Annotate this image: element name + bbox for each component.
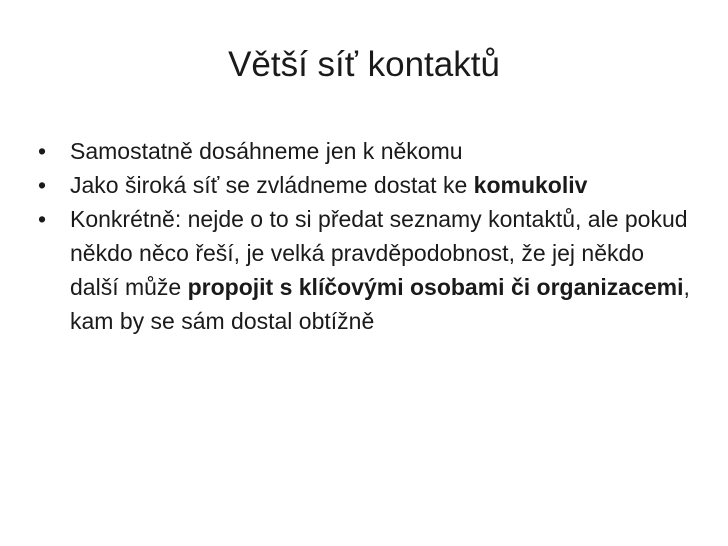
- bullet-text-after: , kam by se sám dostal obtížně: [70, 274, 690, 334]
- bullet-item: [36, 168, 696, 202]
- bullet-dot-icon: •: [38, 138, 47, 164]
- bullet-bold-text: komukoliv: [473, 172, 588, 198]
- bullet-text: Jako široká síť se zvládneme dostat ke: [70, 172, 474, 198]
- bullet-item: [36, 134, 696, 168]
- bullet-list: [36, 134, 696, 338]
- bullet-text: Konkrétně: nejde o to si předat seznamy kontaktů, ale pokud někdo něco řeší, je velká pravděpodobnost, že jej někdo další může: [70, 206, 688, 300]
- bullet-bold-text: propojit s klíčovými osobami či organizacemi: [187, 274, 684, 300]
- slide-title: Větší síť kontaktů: [228, 45, 500, 84]
- bullet-dot-icon: •: [38, 206, 47, 232]
- bullet-text: Samostatně dosáhneme jen k někomu: [70, 138, 463, 164]
- bullet-item: [36, 202, 696, 338]
- bullet-dot-icon: •: [38, 172, 47, 198]
